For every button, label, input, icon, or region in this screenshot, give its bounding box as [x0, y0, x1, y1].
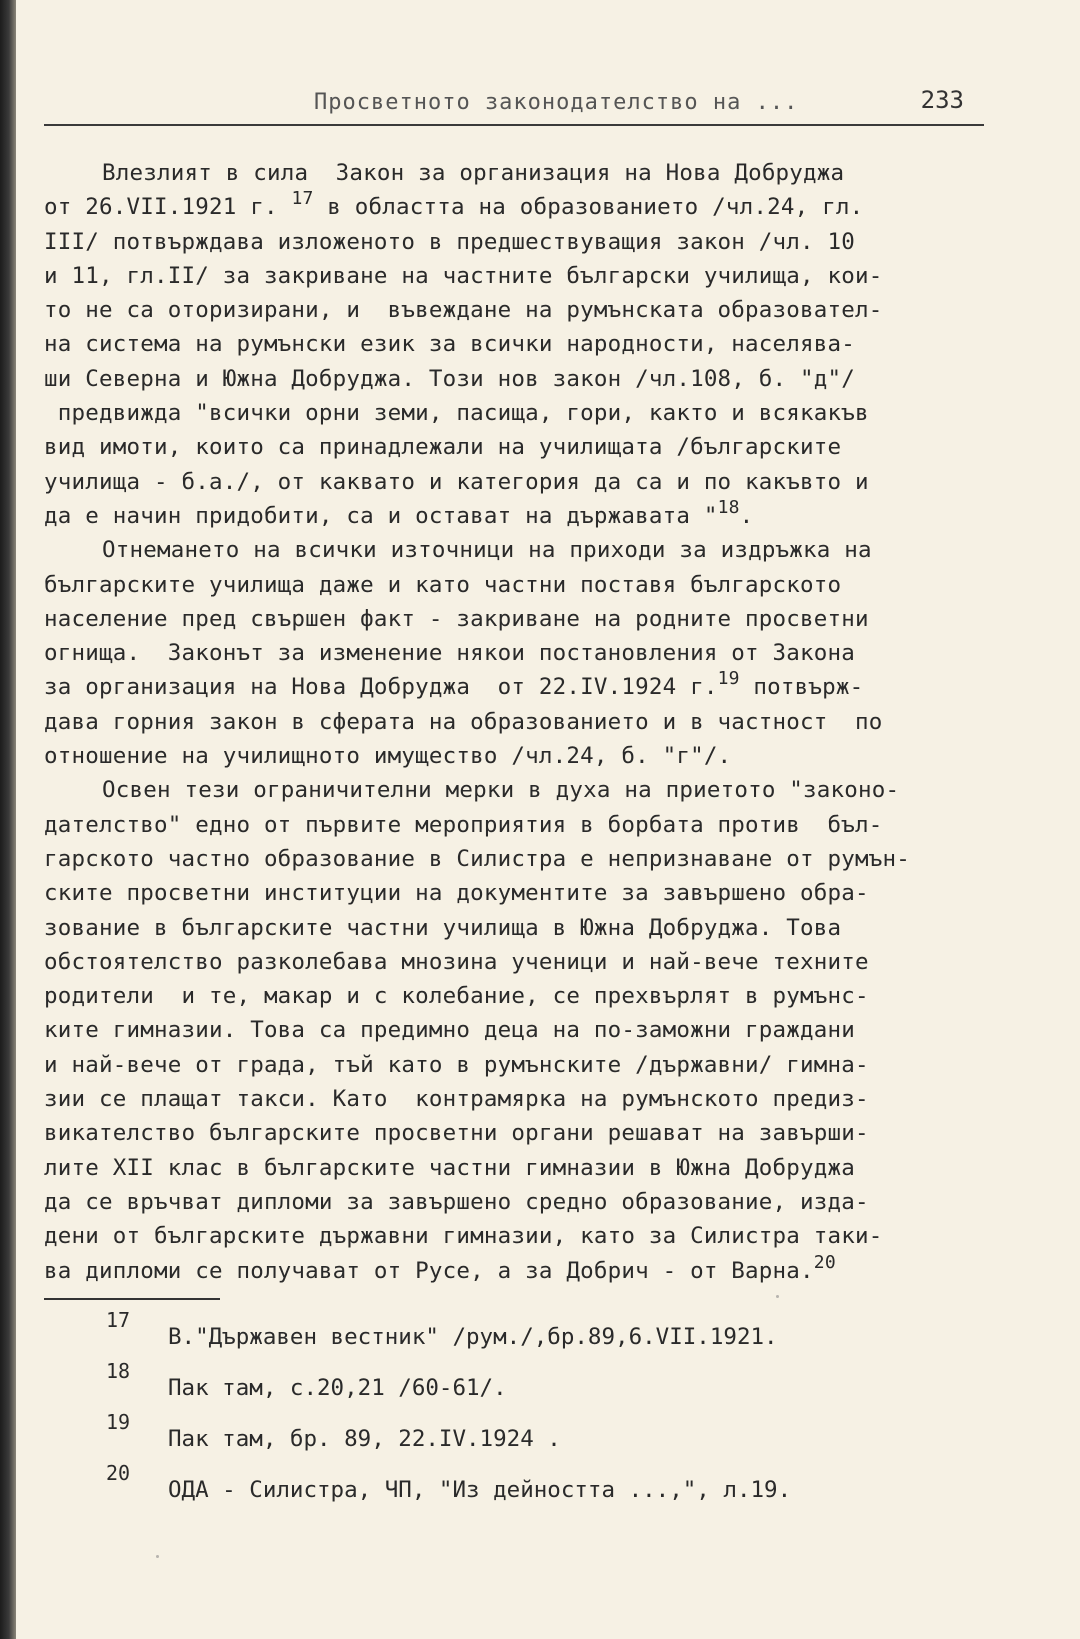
footnote-item: [106, 1308, 1006, 1359]
line-text: Влезлият в сила Закон за организация на Нова Добруджа: [102, 160, 845, 186]
text-line: [44, 808, 1004, 842]
text-line: [44, 670, 1004, 704]
line-text: зии се плащат такси. Като контрамярка на румънското предиз-: [44, 1086, 869, 1113]
book-binding-edge: [0, 0, 16, 1639]
text-line: [44, 225, 1004, 259]
line-text: III/ потвърждава изложеното в предшествуващия закон /чл. 10: [44, 228, 856, 255]
line-text: Освен тези ограничителни мерки в духа на приетото "законо-: [102, 777, 900, 804]
footnote-reference[interactable]: 19: [717, 668, 740, 690]
line-text: ва дипломи се получават от Русе, а за Добрич - от Варна.: [44, 1257, 814, 1284]
footnote-number: 17: [106, 1308, 131, 1332]
line-text: викателство българските просветни органи решават на завърши-: [44, 1120, 869, 1147]
line-text: ши Северна и Южна Добруджа. Този нов закон /чл.108, б. "д"/: [44, 365, 856, 392]
text-line: [44, 876, 1004, 910]
text-line: [44, 1219, 1004, 1253]
line-text: училища - б.а./, от каквато и категория да са и по какъвто и: [44, 468, 869, 495]
running-title: Просветното законодателство на ...: [314, 90, 799, 115]
text-line: [44, 496, 1004, 533]
text-line: [44, 773, 1004, 807]
line-text: и 11, гл.II/ за закриване на частните български училища, кои-: [44, 262, 883, 289]
page-header: [44, 86, 984, 126]
line-text: лите XII клас в българските частни гимназии в Южна Добруджа: [44, 1154, 856, 1181]
text-line: [44, 1151, 1004, 1185]
line-text: ските просветни институции на документите за завършено обра-: [44, 880, 869, 907]
text-line: [44, 739, 1004, 773]
text-line: [44, 465, 1004, 499]
footnote-number: 18: [106, 1359, 131, 1383]
line-text: Отнемането на всички източници на приходи за издръжка на: [102, 537, 872, 564]
line-text: зование в българските частни училища в Южна Добруджа. Това: [44, 914, 842, 941]
text-line: [44, 1185, 1004, 1219]
text-line: [44, 705, 1004, 739]
line-text: от 26.VII.1921 г.: [44, 194, 292, 221]
line-text: да е начин придобити, са и остават на държавата ": [44, 502, 718, 529]
line-text-continued: потвърж-: [739, 674, 864, 701]
footnote-reference[interactable]: 20: [813, 1251, 836, 1273]
text-line: [44, 327, 1004, 361]
footnote-item: [106, 1359, 1006, 1410]
text-line: [44, 568, 1004, 602]
footnote-item: [106, 1410, 1006, 1461]
text-line: [44, 362, 1004, 396]
line-text: да се връчват дипломи за завършено средно образование, изда-: [44, 1188, 869, 1215]
text-line: [44, 602, 1004, 636]
footnote-text: В."Държавен вестник" /рум./,бр.89,6.VII.1921.: [168, 1324, 778, 1350]
line-text: предвижда "всички орни земи, пасища, гори, както и всякакъв: [44, 400, 869, 427]
line-text: за организация на Нова Добруджа от 22.IV.1924 г.: [44, 674, 718, 701]
line-text: то не са оторизирани, и въвеждане на румънската образовател-: [44, 297, 883, 324]
footnote-text: Пак там, бр. 89, 22.IV.1924 .: [168, 1426, 561, 1452]
line-text: дени от българските държавни гимназии, като за Силистра таки-: [44, 1223, 883, 1250]
line-text: ките гимназии. Това са предимно деца на по-заможни граждани: [44, 1017, 856, 1044]
line-text-continued: в областта на образованието /чл.24, гл.: [313, 194, 864, 221]
line-text: на система на румънски език за всички народности, населява-: [44, 331, 856, 358]
line-text: дателство" едно от първите мероприятия в борбата против бъл-: [44, 811, 883, 838]
line-text: родители и те, макар и с колебание, се прехвърлят в румънс-: [44, 983, 869, 1010]
text-line: [44, 945, 1004, 979]
line-text: обстоятелство разколебава мнозина ученици и най-вече техните: [44, 948, 869, 975]
line-text: българските училища даже и като частни поставя българското: [44, 571, 842, 598]
line-text: отношение на училищното имущество /чл.24, б. "г"/.: [44, 743, 732, 770]
line-text: гарското частно образование в Силистра е непризнаване от румън-: [44, 845, 911, 872]
body-text: [44, 156, 1004, 1288]
text-line: [44, 842, 1004, 876]
footnote-text: Пак там, с.20,21 /60-61/.: [168, 1375, 507, 1401]
text-line: [44, 293, 1004, 327]
footnote-reference[interactable]: 18: [717, 496, 740, 518]
page-number: 233: [920, 86, 964, 114]
footnote-text: ОДА - Силистра, ЧП, "Из дейността ...,", л.19.: [168, 1477, 792, 1503]
text-line: [44, 430, 1004, 464]
text-line: [44, 911, 1004, 945]
scan-speck: [156, 1555, 159, 1558]
text-line: [44, 156, 1004, 190]
footnote-item: [106, 1461, 1006, 1512]
text-line: [44, 1116, 1004, 1150]
footnote-number: 19: [106, 1410, 131, 1434]
text-line: [44, 1048, 1004, 1082]
text-line: [44, 533, 1004, 567]
text-line: [44, 259, 1004, 293]
line-text: население пред свършен факт - закриване на родните просветни: [44, 605, 869, 632]
text-line: [44, 1013, 1004, 1047]
line-text-continued: .: [739, 502, 754, 529]
text-line: [44, 190, 1004, 224]
line-text: и най-вече от града, тъй като в румънските /държавни/ гимна-: [44, 1051, 869, 1078]
book-page: [16, 0, 1080, 1639]
line-text: вид имоти, които са принадлежали на училищата /българските: [44, 434, 842, 461]
text-line: [44, 636, 1004, 670]
line-text: огнища. Законът за изменение някои постановления от Закона: [44, 640, 856, 667]
text-line: [44, 1082, 1004, 1116]
footnotes: [106, 1308, 1006, 1512]
footnote-separator: [44, 1298, 220, 1300]
text-line: [44, 979, 1004, 1013]
text-line: [44, 1251, 1004, 1288]
footnote-reference[interactable]: 17: [291, 188, 314, 210]
text-line: [44, 396, 1004, 430]
scan-speck: [776, 1295, 779, 1298]
line-text: дава горния закон в сферата на образованието и в частност по: [44, 708, 883, 735]
footnote-number: 20: [106, 1461, 131, 1485]
